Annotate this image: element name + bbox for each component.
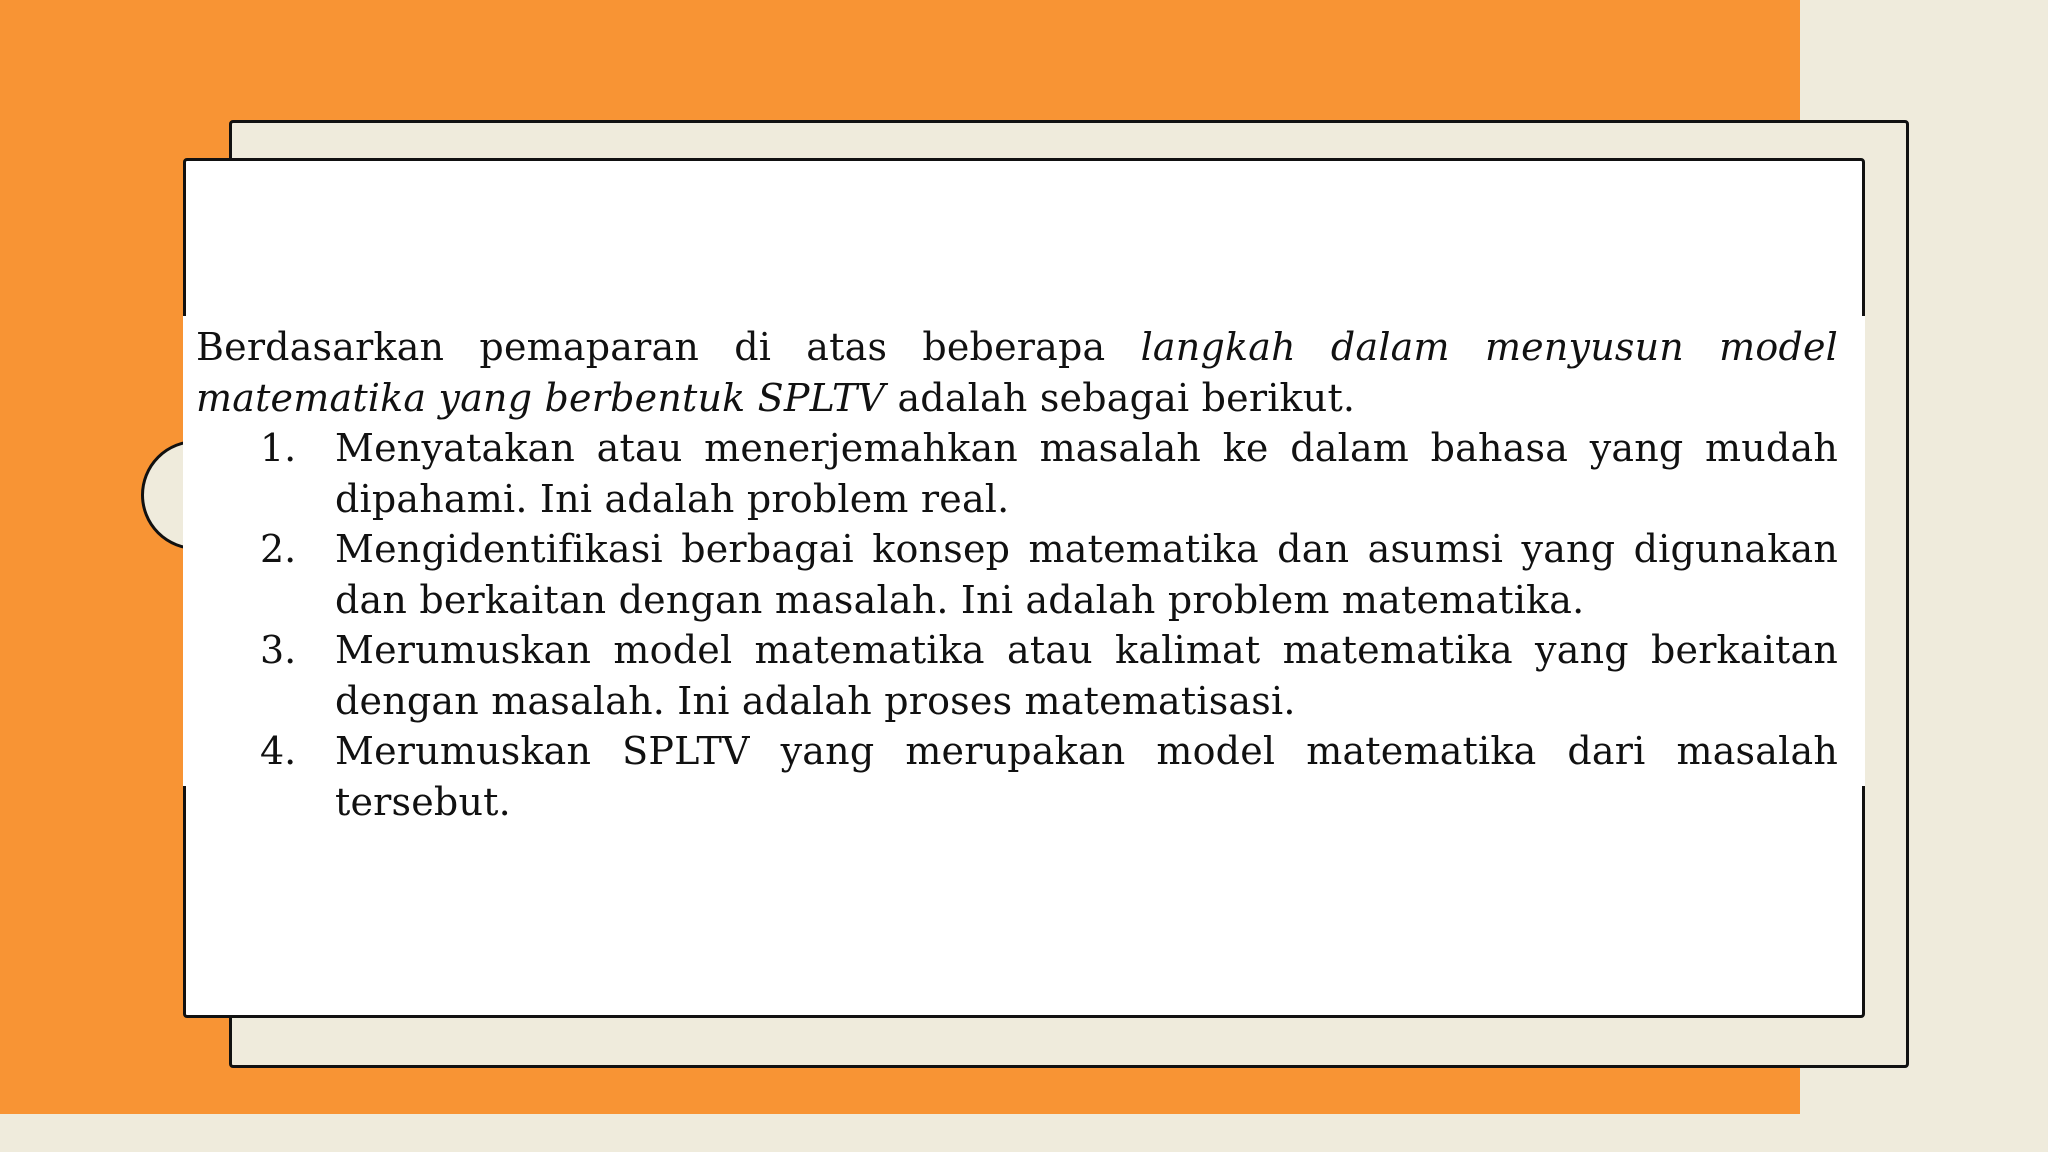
intro-tail: adalah sebagai berikut. <box>885 376 1356 420</box>
list-item <box>260 423 1838 524</box>
step-number: 3. <box>260 628 297 672</box>
step-number: 1. <box>260 426 297 470</box>
list-item <box>260 726 1838 827</box>
intro-lead: Berdasarkan pemaparan di atas beberapa <box>196 325 1141 369</box>
step-number: 2. <box>260 527 297 571</box>
list-item <box>260 524 1838 625</box>
step-text: Menyatakan atau menerjemahkan masalah ke dalam bahasa yang mudah dipahami. Ini adalah problem real. <box>335 426 1838 521</box>
step-number: 4. <box>260 729 297 773</box>
steps-list <box>260 423 1838 827</box>
intro-paragraph <box>196 322 1838 424</box>
step-text: Mengidentifikasi berbagai konsep matematika dan asumsi yang digunakan dan berkaitan dengan masalah. Ini adalah problem matematika. <box>335 527 1838 622</box>
intro-emphasis: langkah dalam menyusun model matematika yang berbentuk SPLTV <box>196 325 1839 420</box>
list-item <box>260 625 1838 726</box>
step-text: Merumuskan SPLTV yang merupakan model matematika dari masalah tersebut. <box>335 729 1838 824</box>
step-text: Merumuskan model matematika atau kalimat matematika yang berkaitan dengan masalah. Ini adalah proses matematisasi. <box>335 628 1838 723</box>
